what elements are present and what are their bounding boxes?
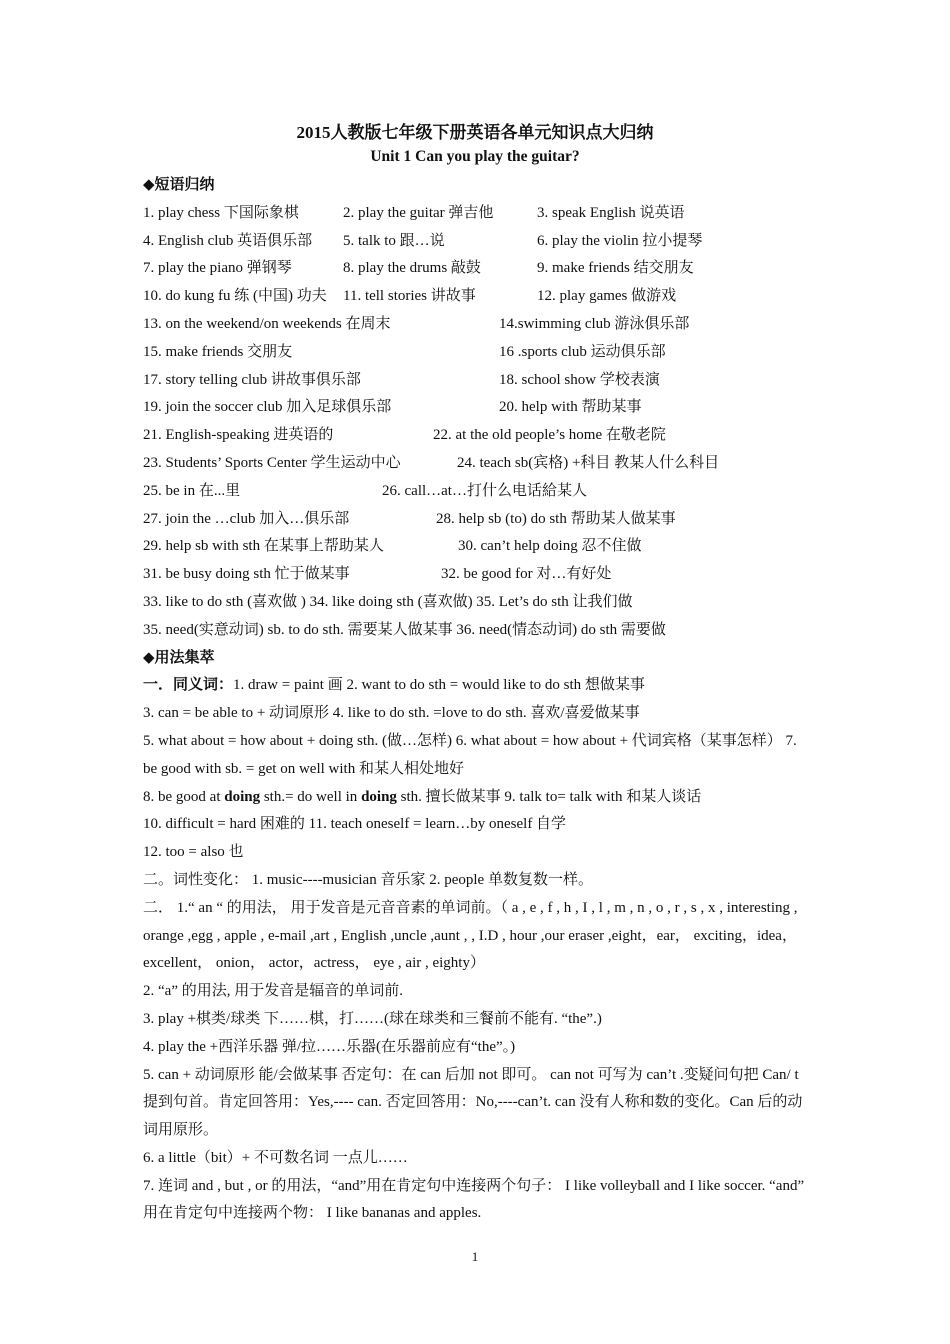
phrase-row: [143, 255, 809, 283]
synonym-row: 12. too = also 也: [143, 844, 244, 861]
phrase-item: 21. English-speaking 进英语的: [143, 427, 334, 444]
phrase-item: 29. help sb with sth 在某事上帮助某人: [143, 538, 384, 555]
unit-title: Unit 1 Can you play the guitar?: [370, 148, 580, 165]
synonym-text: 8. be good at: [143, 788, 225, 805]
phrase-item: 9. make friends 结交朋友: [537, 260, 694, 277]
phrase-row: [143, 422, 809, 450]
phrase-row: [143, 339, 809, 367]
phrase-item: 15. make friends 交朋友: [143, 343, 293, 360]
usage-heading: ◆用法集萃: [143, 649, 215, 666]
conjunction-paragraph: 7. 连词 and , but , or 的用法，“and”用在肯定句中连接两个句子： I like volleyball and I like soccer. “and” 用在肯定句中连接两个物： I like bananas and apples.: [143, 1177, 805, 1222]
phrase-item: 18. school show 学校表演: [499, 371, 660, 388]
a-usage-row: 2. “a” 的用法, 用于发音是辐音的单词前.: [143, 983, 403, 1000]
phrase-item: 27. join the …club 加入…俱乐部: [143, 510, 350, 527]
play-ball-row: 3. play +棋类/球类 下……棋，打……(球在球类和三餐前不能有. “the”.): [143, 1010, 602, 1027]
phrase-item: 8. play the drums 敲鼓: [343, 260, 481, 277]
phrase-item: 26. call…at…打什么电话給某人: [382, 482, 587, 499]
phrase-item: 3. speak English 说英语: [537, 204, 685, 221]
phrase-row: [143, 450, 809, 478]
phrase-item: 7. play the piano 弹钢琴: [143, 260, 292, 277]
play-instrument-row: 4. play the +西洋乐器 弹/拉……乐器(在乐器前应有“the”。): [143, 1038, 516, 1055]
a-little-row: 6. a little（bit）+ 不可数名词 一点儿……: [143, 1149, 408, 1166]
phrase-row: [143, 506, 809, 534]
bold-word: doing: [224, 788, 261, 805]
phrase-row: [143, 394, 809, 422]
an-usage-paragraph: 二． 1.“ an “ 的用法， 用于发音是元音音素的单词前。（ a , e , f , h , I , l , m , n , o , r , s , x , interesting , orange ,egg , apple , e-mail ,art , English ,uncle ,aunt , , I.D , hour ,our eraser ,eight，ear， exciting，idea， excellent， onion， actor，actress， eye , air , eighty）: [143, 899, 798, 972]
phrase-item: 4. English club 英语俱乐部: [143, 232, 313, 249]
phrase-item: 23. Students’ Sports Center 学生运动中心: [143, 454, 401, 471]
synonym-text: sth.= do well in: [260, 788, 362, 805]
document-title: 2015人教版七年级下册英语各单元知识点大归纳: [296, 123, 654, 142]
phrase-item: 10. do kung fu 练 (中国) 功夫: [143, 288, 327, 305]
synonyms-label: 一．同义词：: [143, 677, 234, 694]
document-body: [143, 172, 809, 1228]
bold-word: doing: [361, 788, 397, 805]
phrase-item: 25. be in 在...里: [143, 482, 241, 499]
phrase-item: 17. story telling club 讲故事俱乐部: [143, 371, 361, 388]
phrase-row: [143, 561, 809, 589]
phrase-item: 16 .sports club 运动俱乐部: [499, 343, 666, 360]
word-change-row: 二。词性变化： 1. music----musician 音乐家 2. people 单数复数一样。: [143, 871, 593, 888]
phrase-row: 35. need(实意动词) sb. to do sth. 需要某人做某事 36. need(情态动词) do sth 需要做: [143, 621, 666, 638]
phrase-item: 11. tell stories 讲故事: [343, 288, 476, 305]
phrase-row: [143, 533, 809, 561]
phrase-item: 13. on the weekend/on weekends 在周末: [143, 315, 391, 332]
phrase-item: 19. join the soccer club 加入足球俱乐部: [143, 399, 392, 416]
phrase-item: 30. can’t help doing 忍不住做: [458, 538, 642, 555]
phrase-item: 14.swimming club 游泳俱乐部: [499, 315, 690, 332]
synonym-row: 3. can = be able to + 动词原形 4. like to do sth. =love to do sth. 喜欢/喜爱做某事: [143, 705, 640, 722]
phrase-row: [143, 478, 809, 506]
page-number: 1: [471, 1249, 479, 1264]
phrase-row: [143, 200, 809, 228]
synonym-row: [143, 672, 809, 700]
phrase-item: 1. play chess 下国际象棋: [143, 204, 299, 221]
synonym-row: [143, 784, 809, 812]
phrase-row: [143, 228, 809, 256]
phrase-item: 20. help with 帮助某事: [499, 399, 642, 416]
can-usage-paragraph: 5. can + 动词原形 能/会做某事 否定句：在 can 后加 not 即可。 can not 可写为 can’t .变疑问句把 Can/ t 提到句首。肯定回答用：Yes,---- can. 否定回答用：No,----can’t. can 没有人称和数的变化。Can 后的动词用原形。: [143, 1066, 803, 1139]
phrase-item: 2. play the guitar 弹吉他: [343, 204, 494, 221]
phrase-item: 24. teach sb(宾格) +科目 教某人什么科目: [457, 454, 720, 471]
phrase-item: 5. talk to 跟…说: [343, 232, 445, 249]
phrase-row: [143, 283, 809, 311]
phrase-row: 33. like to do sth (喜欢做 ) 34. like doing sth (喜欢做) 35. Let’s do sth 让我们做: [143, 593, 633, 610]
synonym-text: 1. draw = paint 画 2. want to do sth = would like to do sth 想做某事: [233, 677, 645, 694]
phrase-item: 12. play games 做游戏: [537, 288, 677, 305]
phrases-heading: ◆短语归纳: [143, 177, 215, 193]
synonym-row: 10. difficult = hard 困难的 11. teach oneself = learn…by oneself 自学: [143, 816, 567, 833]
synonym-text: sth. 擅长做某事 9. talk to= talk with 和某人谈话: [396, 788, 702, 805]
phrase-row: [143, 311, 809, 339]
synonym-row: 5. what about = how about + doing sth. (做…怎样) 6. what about = how about + 代词宾格（某事怎样） 7. be good with sb. = get on well with 和某人相处地好: [143, 732, 797, 777]
phrase-item: 6. play the violin 拉小提琴: [537, 232, 703, 249]
phrase-item: 28. help sb (to) do sth 帮助某人做某事: [436, 510, 676, 527]
phrase-item: 22. at the old people’s home 在敬老院: [433, 427, 666, 444]
phrase-row: [143, 367, 809, 395]
phrase-item: 32. be good for 对…有好处: [441, 566, 612, 583]
phrase-item: 31. be busy doing sth 忙于做某事: [143, 566, 350, 583]
